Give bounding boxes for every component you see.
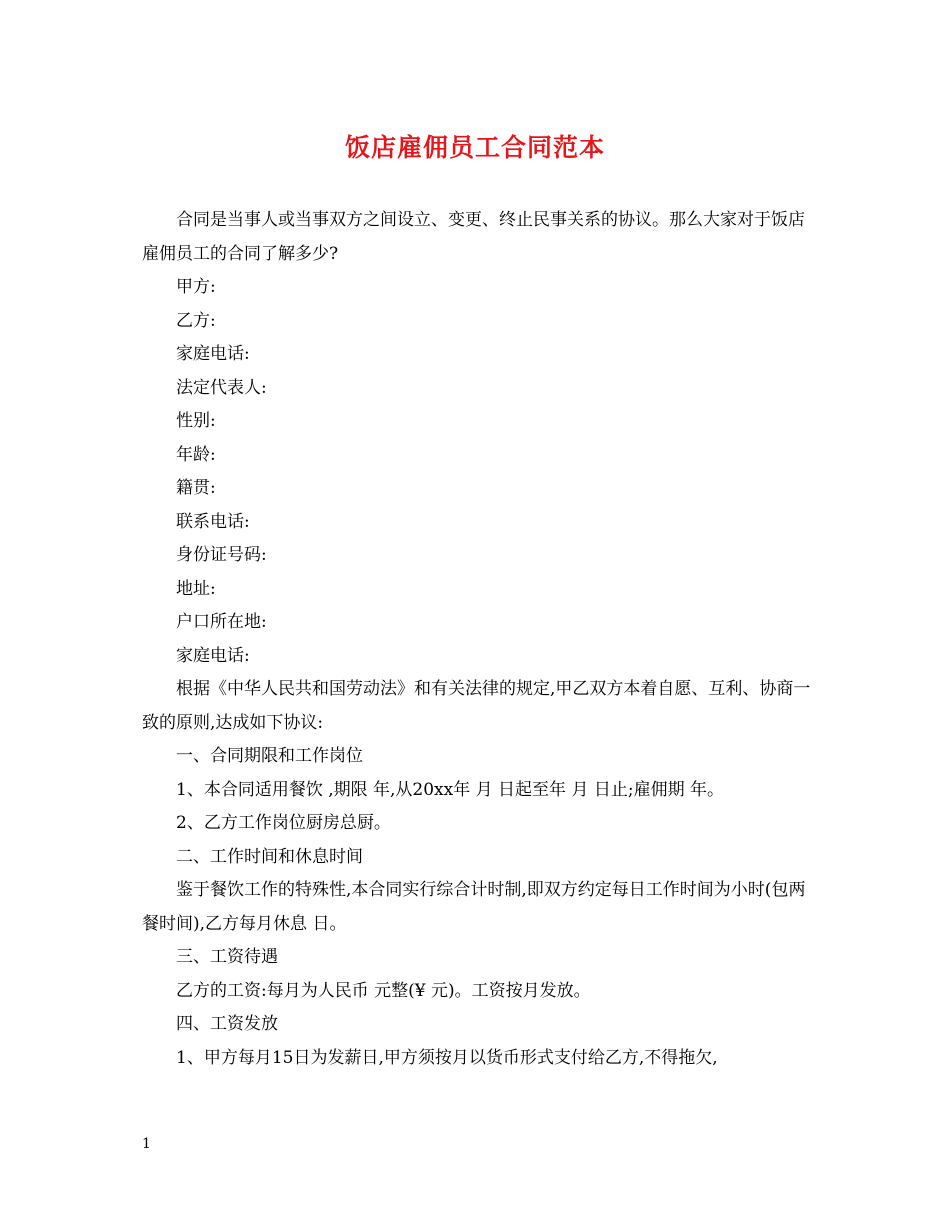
field-native-place: 籍贯: [176,478,216,498]
field-age: 年龄: [176,444,216,465]
clause-2-body: 鉴于餐饮工作的特殊性,本合同实行综合计时制,即双方约定每日工作时间为小时(包两餐时间),乙方每月休息 日。 [142,880,806,934]
field-party-a: 甲方: [176,277,216,297]
field-contact-phone: 联系电话: [176,511,250,532]
paragraph-legal-basis: 根据《中华人民共和国劳动法》和有关法律的规定,甲乙双方本着自愿、互利、协商一致的原则,达成如下协议: [142,679,811,733]
paragraph-intro: 合同是当事人或当事双方之间设立、变更、终止民事关系的协议。那么大家对于饭店雇佣员工的合同了解多少? [142,210,805,264]
document-title: 饭店雇佣员工合同范本 [344,133,605,162]
field-address: 地址: [176,578,216,599]
field-home-phone-2: 家庭电话: [176,645,250,666]
section-heading-2: 二、工作时间和休息时间 [176,846,363,867]
clause-4-1: 1、甲方每月15日为发薪日,甲方须按月以货币形式支付给乙方,不得拖欠, [176,1047,718,1068]
field-gender: 性别: [176,411,216,431]
page-number: 1 [142,1136,151,1152]
field-party-b: 乙方: [176,310,216,331]
section-heading-3: 三、工资待遇 [176,947,278,967]
field-home-phone: 家庭电话: [176,344,250,364]
field-id-number: 身份证号码: [176,545,267,565]
field-household-registration: 户口所在地: [176,612,267,632]
clause-3-body: 乙方的工资:每月为人民币 元整(¥ 元)。工资按月发放。 [176,980,591,1001]
clause-1-1: 1、本合同适用餐饮 ,期限 年,从20xx年 月 日起至年 月 日止;雇佣期 年。 [176,779,724,800]
clause-1-2: 2、乙方工作岗位厨房总厨。 [176,813,391,833]
field-legal-representative: 法定代表人: [176,377,267,398]
document-body [142,204,812,1075]
section-heading-1: 一、合同期限和工作岗位 [176,746,363,766]
section-heading-4: 四、工资发放 [176,1014,278,1034]
